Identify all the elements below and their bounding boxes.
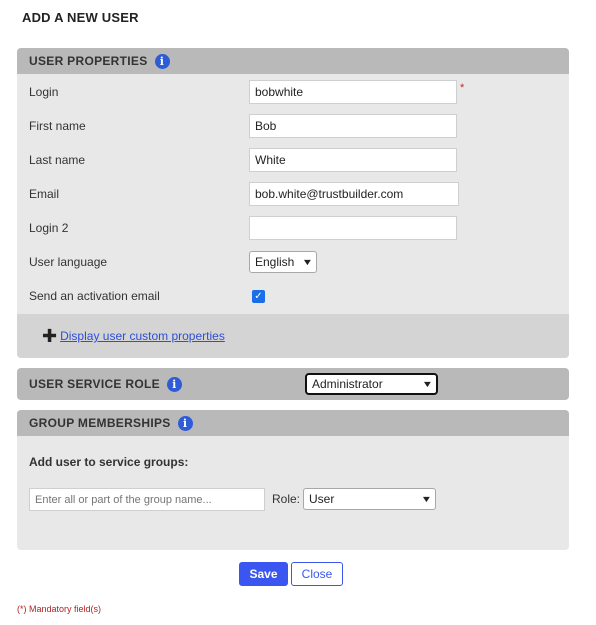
group-role-value: User bbox=[309, 492, 335, 506]
login2-label: Login 2 bbox=[29, 221, 69, 235]
info-icon[interactable]: i bbox=[155, 54, 170, 69]
user-properties-title: USER PROPERTIES bbox=[29, 54, 148, 68]
info-icon[interactable]: i bbox=[167, 377, 182, 392]
user-language-row bbox=[29, 250, 569, 274]
group-search-input[interactable] bbox=[29, 488, 265, 511]
email-row bbox=[29, 182, 569, 206]
activation-email-label: Send an activation email bbox=[29, 289, 160, 303]
first-name-input[interactable] bbox=[249, 114, 457, 138]
user-language-select[interactable] bbox=[249, 251, 317, 273]
plus-icon: ✚ bbox=[42, 326, 58, 346]
activation-email-row bbox=[29, 284, 569, 308]
group-memberships-panel bbox=[17, 410, 569, 550]
user-properties-panel bbox=[17, 48, 569, 358]
mandatory-footnote: (*) Mandatory field(s) bbox=[17, 604, 102, 614]
login-input[interactable] bbox=[249, 80, 457, 104]
first-name-label: First name bbox=[29, 119, 86, 133]
chevron-down-icon: ▼ bbox=[301, 257, 314, 267]
page-title: ADD A NEW USER bbox=[22, 10, 139, 25]
service-role-header bbox=[17, 368, 569, 400]
email-label: Email bbox=[29, 187, 60, 201]
user-language-label: User language bbox=[29, 255, 108, 269]
group-memberships-header bbox=[17, 410, 569, 436]
service-role-title: USER SERVICE ROLE bbox=[29, 377, 160, 391]
login2-row bbox=[29, 216, 569, 240]
chevron-down-icon: ▼ bbox=[420, 494, 433, 504]
email-input[interactable] bbox=[249, 182, 459, 206]
service-role-select[interactable] bbox=[305, 373, 438, 395]
role-label: Role: bbox=[272, 492, 301, 506]
chevron-down-icon: ▼ bbox=[421, 379, 434, 389]
last-name-label: Last name bbox=[29, 153, 86, 167]
last-name-input[interactable] bbox=[249, 148, 457, 172]
required-marker: * bbox=[460, 82, 465, 94]
login2-input[interactable] bbox=[249, 216, 457, 240]
service-role-value: Administrator bbox=[312, 377, 383, 391]
group-role-select[interactable] bbox=[303, 488, 436, 510]
service-role-panel bbox=[17, 368, 569, 400]
login-row bbox=[29, 80, 569, 104]
add-to-groups-subtitle: Add user to service groups: bbox=[29, 455, 189, 469]
info-icon[interactable]: i bbox=[178, 416, 193, 431]
first-name-row bbox=[29, 114, 569, 138]
last-name-row bbox=[29, 148, 569, 172]
activation-email-checkbox[interactable]: ✓ bbox=[252, 290, 265, 303]
user-language-value: English bbox=[255, 255, 295, 269]
save-button[interactable]: Save bbox=[239, 562, 288, 586]
custom-properties-strip bbox=[17, 314, 569, 358]
display-custom-properties-link[interactable]: Display user custom properties bbox=[60, 329, 225, 343]
login-label: Login bbox=[29, 85, 59, 99]
group-memberships-title: GROUP MEMBERSHIPS bbox=[29, 416, 171, 430]
close-button[interactable]: Close bbox=[291, 562, 343, 586]
user-properties-header bbox=[17, 48, 569, 74]
